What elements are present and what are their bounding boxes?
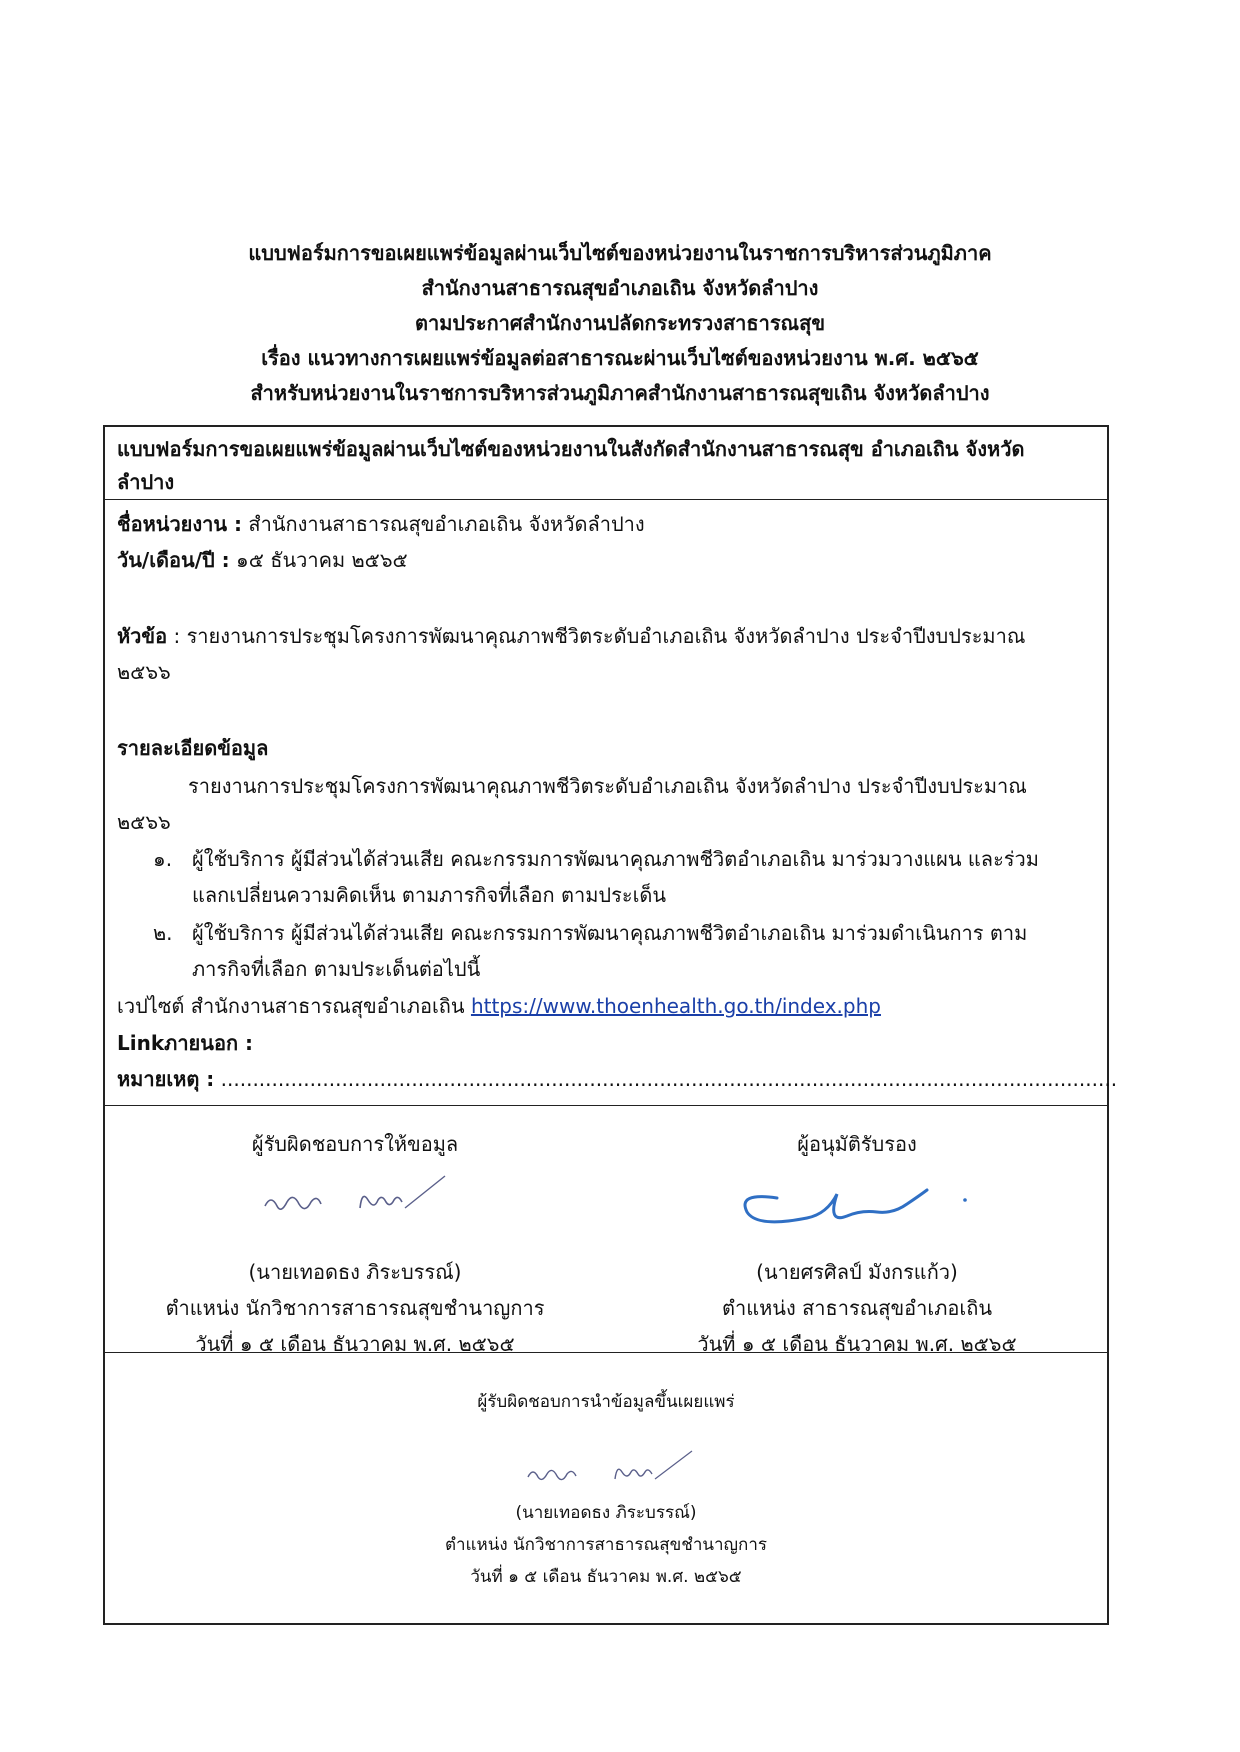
external-link-label: Linkภายนอก :	[117, 1031, 254, 1055]
date-row	[117, 544, 408, 576]
header-line-5: สำหรับหน่วยงานในราชการบริหารส่วนภูมิภาคสำนักงานสาธารณสุขเถิน จังหวัดลำปาง	[250, 381, 990, 405]
request-form	[103, 425, 1118, 1625]
header-line-2: สำนักงานสาธารณสุขอำเภอเถิน จังหวัดลำปาง	[421, 276, 819, 300]
signature-section	[105, 1106, 1107, 1356]
form-body	[105, 500, 1118, 1106]
document-header	[0, 236, 1240, 411]
header-line-1: แบบฟอร์มการขอเผยแพร่ข้อมูลผ่านเว็บไซต์ของหน่วยงานในราชการบริหารส่วนภูมิภาค	[248, 241, 992, 265]
item-1-number: ๑.	[153, 847, 173, 871]
signer-right-role: ผู้อนุมัติรับรอง	[797, 1132, 917, 1156]
topic-value: : รายงานการประชุมโครงการพัฒนาคุณภาพชีวิตระดับอำเภอเถิน จังหวัดลำปาง ประจำปีงบประมาณ	[167, 624, 1026, 648]
signer-left-date: วันที่ ๑ ๕ เดือน ธันวาคม พ.ศ. ๒๕๖๕	[195, 1332, 515, 1356]
signer-right-signature	[737, 1168, 977, 1238]
item-2-line-a: ผู้ใช้บริการ ผู้มีส่วนได้ส่วนเสีย คณะกรรมการพัฒนาคุณภาพชีวิตอำเภอเถิน มาร่วมดำเนินการ ตาม	[192, 921, 1028, 945]
website-link[interactable]: https://www.thoenhealth.go.th/index.php	[470, 994, 881, 1018]
topic-row	[117, 620, 1025, 652]
signer-left-signature	[255, 1168, 455, 1228]
detail-line-1: รายงานการประชุมโครงการพัฒนาคุณภาพชีวิตระดับอำเภอเถิน จังหวัดลำปาง ประจำปีงบประมาณ	[188, 774, 1027, 798]
item-2-line-b: ภารกิจที่เลือก ตามประเด็นต่อไปนี้	[192, 957, 481, 981]
date-value: ๑๕ ธันวาคม ๒๕๖๕	[229, 548, 408, 572]
form-title: แบบฟอร์มการขอเผยแพร่ข้อมูลผ่านเว็บไซต์ของหน่วยงานในสังกัดสำนักงานสาธารณสุข อำเภอเถิน จังหวัดลำปาง	[105, 427, 1107, 500]
date-label: วัน/เดือน/ปี :	[117, 548, 230, 572]
detail-line-2: ๒๕๖๖	[117, 810, 171, 834]
remark-row	[117, 1063, 1117, 1095]
remark-dots: .............................................................................................................................................	[214, 1067, 1118, 1091]
org-label: ชื่อหน่วยงาน :	[117, 512, 243, 536]
org-row	[117, 508, 645, 540]
signer-left-name: (นายเทอดธง ภิระบรรณ์)	[248, 1260, 462, 1284]
remark-label: หมายเหตุ :	[117, 1067, 215, 1091]
item-2-number: ๒.	[153, 921, 173, 945]
signer-right-position: ตำแหน่ง สาธารณสุขอำเภอเถิน	[721, 1296, 993, 1320]
signer-right-name: (นายศรศิลป์ มังกรแก้ว)	[756, 1260, 958, 1284]
item-1-line-b: แลกเปลี่ยนความคิดเห็น ตามภารกิจที่เลือก ตามประเด็น	[192, 883, 667, 907]
publisher-section	[105, 1353, 1107, 1623]
header-line-4: เรื่อง แนวทางการเผยแพร่ข้อมูลต่อสาธารณะผ่านเว็บไซต์ของหน่วยงาน พ.ศ. ๒๕๖๕	[261, 346, 979, 370]
signer-left-role: ผู้รับผิดชอบการให้ขอมูล	[251, 1132, 459, 1156]
signer-left-position: ตำแหน่ง นักวิชาการสาธารณสุขชำนาญการ	[165, 1296, 545, 1320]
org-value: สำนักงานสาธารณสุขอำเภอเถิน จังหวัดลำปาง	[242, 512, 645, 536]
topic-continuation: ๒๕๖๖	[117, 660, 171, 684]
signer-right-date: วันที่ ๑ ๕ เดือน ธันวาคม พ.ศ. ๒๕๖๕	[697, 1332, 1017, 1356]
website-row	[117, 990, 881, 1022]
publisher-date: วันที่ ๑ ๕ เดือน ธันวาคม พ.ศ. ๒๕๖๕	[470, 1567, 742, 1587]
detail-label: รายละเอียดข้อมูล	[117, 736, 269, 760]
header-line-3: ตามประกาศสำนักงานปลัดกระทรวงสาธารณสุข	[414, 311, 825, 335]
publisher-position: ตำแหน่ง นักวิชาการสาธารณสุขชำนาญการ	[444, 1535, 768, 1555]
publisher-name: (นายเทอดธง ภิระบรรณ์)	[515, 1503, 697, 1523]
topic-label: หัวข้อ	[117, 624, 168, 648]
item-1-line-a: ผู้ใช้บริการ ผู้มีส่วนได้ส่วนเสีย คณะกรรมการพัฒนาคุณภาพชีวิตอำเภอเถิน มาร่วมวางแผน และร่วม	[192, 847, 1039, 871]
publisher-role: ผู้รับผิดชอบการนำข้อมูลขึ้นเผยแพร่	[477, 1392, 735, 1412]
website-label: เวปไซต์ สำนักงานสาธารณสุขอำเภอเถิน	[117, 994, 471, 1018]
publisher-signature	[520, 1443, 700, 1493]
